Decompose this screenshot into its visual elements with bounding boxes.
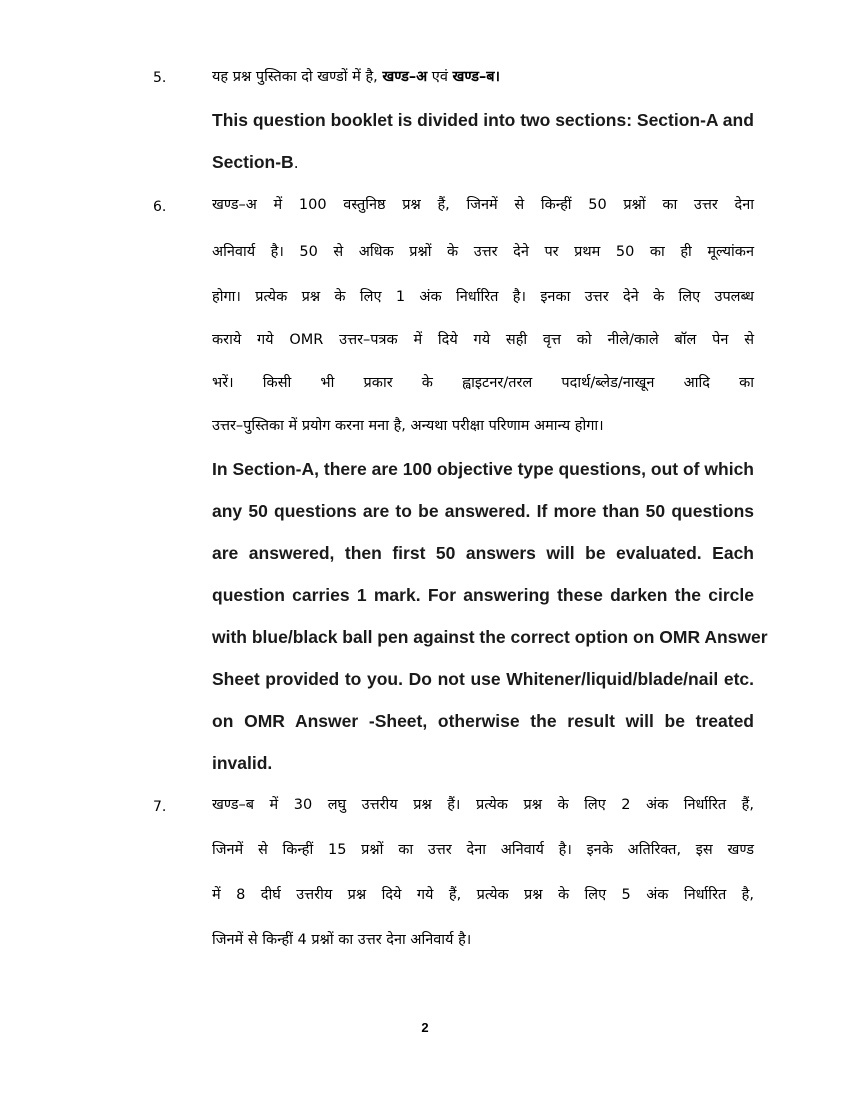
hindi-line: खण्ड–ब में 30 लघु उत्तरीय प्रश्न हैं। प्रत्येक प्रश्न के लिए 2 अंक निर्धारित हैं, (212, 797, 754, 813)
english-line: on OMR Answer -Sheet, otherwise the result will be treated (212, 711, 754, 731)
hindi-line: कराये गये OMR उत्तर–पत्रक में दिये गये सही वृत्त को नीले/काले बॉल पेन से (212, 332, 754, 348)
hindi-line: उत्तर–पुस्तिका में प्रयोग करना मना है, अन्यथा परीक्षा परिणाम अमान्य होगा। (212, 418, 604, 434)
page-number: 2 (421, 1020, 429, 1035)
hindi-line: अनिवार्य है। 50 से अधिक प्रश्नों के उत्तर देने पर प्रथम 50 का ही मूल्यांकन (212, 244, 754, 260)
hindi-line: जिनमें से किन्हीं 15 प्रश्नों का उत्तर देना अनिवार्य है। इनके अतिरिक्त, इस खण्ड (212, 842, 754, 858)
english-line: any 50 questions are to be answered. If more than 50 questions (212, 501, 754, 521)
hindi-line: में 8 दीर्घ उत्तरीय प्रश्न दिये गये हैं, प्रत्येक प्रश्न के लिए 5 अंक निर्धारित है, (212, 887, 754, 903)
english-line: invalid. (212, 753, 273, 773)
item-number: 5. (153, 70, 167, 86)
english-line: question carries 1 mark. For answering these darken the circle (212, 585, 754, 605)
hindi-line: जिनमें से किन्हीं 4 प्रश्नों का उत्तर देना अनिवार्य है। (212, 932, 472, 948)
english-line: This question booklet is divided into two sections: Section-A and (212, 110, 754, 130)
item-number: 6. (153, 199, 167, 215)
hindi-line: खण्ड–अ में 100 वस्तुनिष्ठ प्रश्न हैं, जिनमें से किन्हीं 50 प्रश्नों का उत्तर देना (212, 197, 754, 213)
english-line: Section-B. (212, 152, 299, 172)
hindi-line: यह प्रश्न पुस्तिका दो खण्डों में है, खण्ड–अ एवं खण्ड–ब। (212, 69, 501, 85)
hindi-line: होगा। प्रत्येक प्रश्न के लिए 1 अंक निर्धारित है। इनका उत्तर देने के लिए उपलब्ध (212, 289, 754, 305)
english-line: are answered, then first 50 answers will be evaluated. Each (212, 543, 754, 563)
english-line: In Section-A, there are 100 objective type questions, out of which (212, 459, 754, 479)
hindi-line: भरें। किसी भी प्रकार के ह्वाइटनर/तरल पदार्थ/ब्लेड/नाखून आदि का (212, 375, 754, 391)
english-line: Sheet provided to you. Do not use Whitener/liquid/blade/nail etc. (212, 669, 754, 689)
item-number: 7. (153, 799, 167, 815)
english-line: with blue/black ball pen against the correct option on OMR Answer (212, 627, 768, 647)
